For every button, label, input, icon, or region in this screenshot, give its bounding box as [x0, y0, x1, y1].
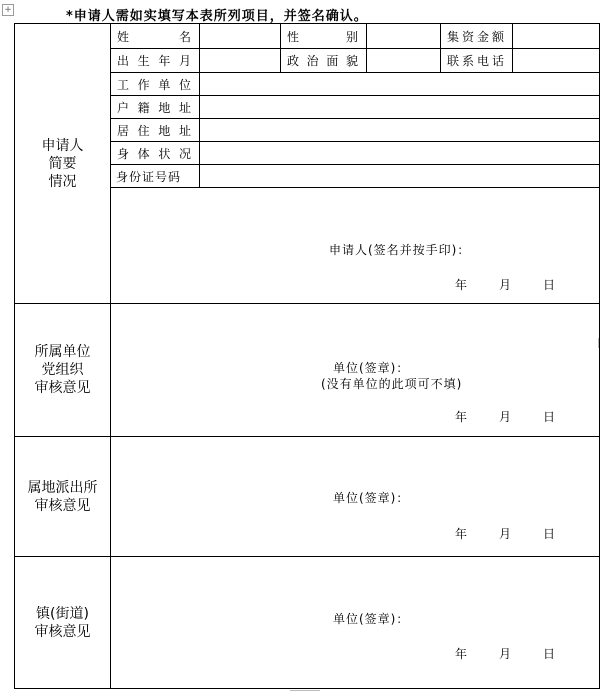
input-health[interactable]: [200, 142, 600, 165]
notice-text: *申请人需如实填写本表所列项目，并签名确认。: [66, 9, 368, 24]
section-label-line: 审核意见: [34, 380, 91, 396]
street-signature-label: 单位(签章)：: [333, 612, 410, 626]
input-residence-address[interactable]: [200, 119, 600, 142]
date-day: 日: [542, 278, 555, 292]
date-year: 年: [455, 278, 468, 292]
label-politics: 政治面貌: [281, 49, 367, 73]
label-birth: 出生年月: [111, 49, 200, 73]
applicant-signature-label: 申请人(签名并按手印)：: [329, 243, 471, 257]
label-household-address: 户籍地址: [111, 96, 200, 119]
label-workplace: 工作单位: [111, 73, 200, 96]
application-form-table: [14, 23, 600, 689]
input-name[interactable]: [200, 24, 281, 49]
police-signature-area[interactable]: [111, 437, 600, 557]
input-gender[interactable]: [367, 24, 441, 49]
input-phone[interactable]: [513, 49, 600, 73]
section-label-line: 审核意见: [34, 497, 91, 514]
section-label-line: 属地派出所: [27, 479, 98, 496]
section-label-line: 审核意见: [34, 623, 91, 640]
input-workplace[interactable]: [200, 73, 600, 96]
applicant-section-label: [15, 24, 111, 304]
input-capital[interactable]: [513, 24, 600, 49]
table-move-handle-icon[interactable]: +: [2, 4, 14, 16]
police-signature-label: 单位(签章)：: [333, 491, 410, 505]
date-month: 月: [498, 278, 511, 292]
unit-signature-label: 单位(签章)：: [333, 361, 410, 375]
section-label-line: 简要: [48, 155, 77, 172]
page-edge-mark: [598, 338, 601, 348]
label-capital: 集资金额: [441, 24, 513, 49]
date-year: 年: [455, 527, 468, 541]
input-id-number[interactable]: [200, 165, 600, 188]
date-day: 日: [542, 527, 555, 541]
input-household-address[interactable]: [200, 96, 600, 119]
section-label-line: 镇(街道): [36, 605, 89, 622]
police-section-label: [15, 437, 111, 557]
street-date: [455, 645, 555, 662]
date-month: 月: [498, 647, 511, 661]
date-year: 年: [455, 647, 468, 661]
police-date: [455, 525, 555, 542]
date-year: 年: [455, 410, 468, 424]
section-label-line: 党组织: [41, 362, 84, 378]
date-day: 日: [542, 410, 555, 424]
unit-date: [455, 408, 555, 425]
unit-signature-area[interactable]: [111, 304, 600, 437]
label-name: 姓 名: [111, 24, 200, 49]
street-signature-area[interactable]: [111, 557, 600, 689]
section-label-line: 申请人: [41, 137, 84, 154]
applicant-date: [455, 276, 555, 293]
date-month: 月: [498, 410, 511, 424]
label-health: 身体状况: [111, 142, 200, 165]
label-id-number: 身份证号码: [111, 165, 200, 188]
applicant-signature-area[interactable]: [111, 188, 600, 304]
label-phone: 联系电话: [441, 49, 513, 73]
section-label-line: 所属单位: [34, 344, 91, 360]
unit-section-label: [15, 304, 111, 437]
label-gender: 性 别: [281, 24, 367, 49]
section-label-line: 情况: [48, 173, 77, 190]
input-birth[interactable]: [200, 49, 281, 73]
street-section-label: [15, 557, 111, 689]
unit-note: (没有单位的此项可不填): [321, 377, 463, 391]
label-residence-address: 居住地址: [111, 119, 200, 142]
input-politics[interactable]: [367, 49, 441, 73]
date-day: 日: [542, 647, 555, 661]
date-month: 月: [498, 527, 511, 541]
